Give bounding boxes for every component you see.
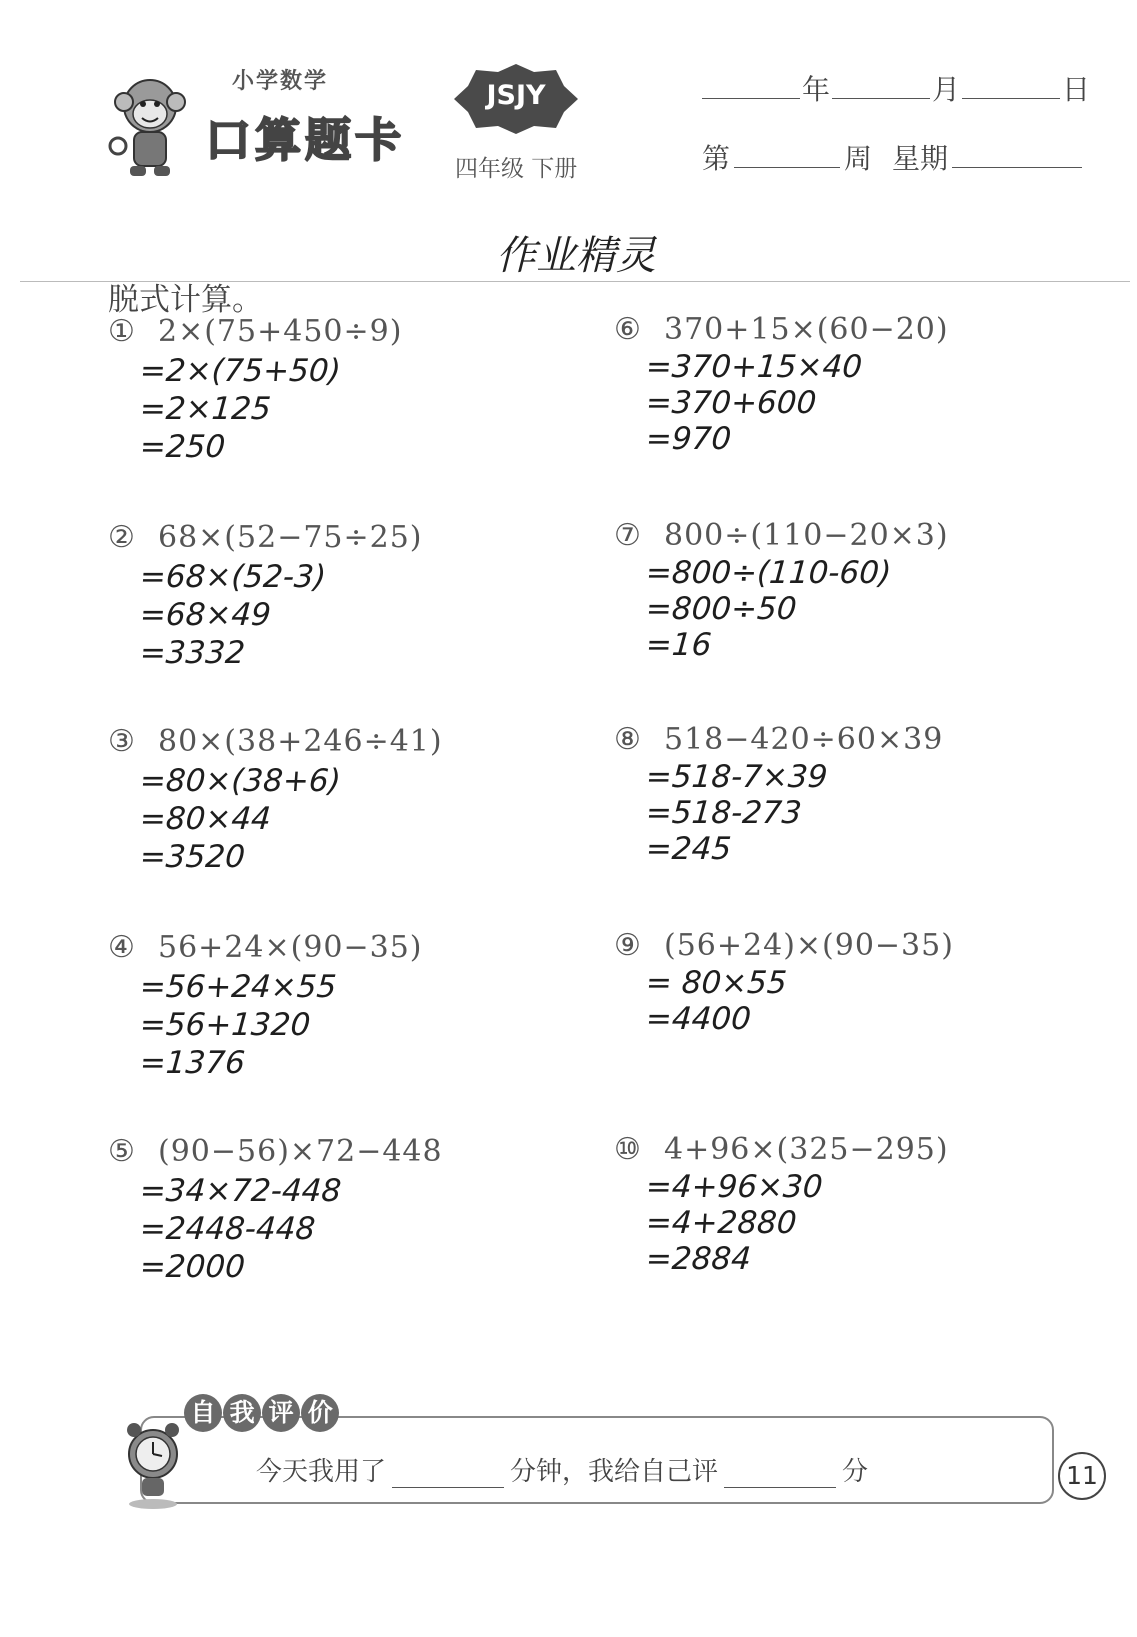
step-2: =800÷50 [644,591,798,627]
problem-number: ⑦ [614,518,642,553]
step-3: =3520 [138,839,247,875]
weekday-label: 星期 [892,142,949,175]
step-1: =4+96×30 [644,1169,824,1205]
problem-number: ① [108,314,136,349]
year-blank[interactable] [702,68,800,99]
month-label: 月 [932,73,961,106]
step-1: =34×72-448 [138,1173,343,1209]
problem-question [108,1134,568,1169]
problem-6 [614,312,1074,457]
problem-10 [614,1132,1074,1277]
self-eval-char: 价 [301,1394,339,1432]
problem-question [614,928,1074,963]
step-2: =518-273 [644,795,803,831]
problem-question [108,930,568,965]
problem-number: ⑨ [614,928,642,963]
question-text: 56+24×(90−35) [158,930,423,965]
problem-3 [108,724,568,875]
step-3: =970 [644,421,733,457]
problem-8 [614,722,1074,867]
step-3: =245 [644,831,733,867]
self-eval-char: 自 [184,1394,222,1432]
problem-question [614,1132,1074,1167]
step-3: =2000 [138,1249,247,1285]
book-title: 口算题卡 [205,113,405,167]
alarm-clock-mascot-icon [120,1418,186,1510]
week-label: 周 [844,142,873,175]
question-text: 4+96×(325−295) [664,1132,949,1167]
question-text: 68×(52−75÷25) [158,520,423,555]
problem-number: ③ [108,724,136,759]
self-eval-heading [184,1394,335,1432]
day-label: 日 [1062,73,1091,106]
week-prefix-label: 第 [702,142,731,175]
problem-question [108,724,568,759]
step-2: =80×44 [138,801,273,837]
problem-9 [614,928,1074,1037]
publisher-badge-text: JSJY [486,80,546,111]
self-eval-char: 我 [223,1394,261,1432]
problem-number: ⑥ [614,312,642,347]
time-used-label: 今天我用了 [256,1457,387,1487]
series-subtitle: 小学数学 [232,69,329,94]
day-blank[interactable] [962,68,1060,99]
step-1: =80×(38+6) [138,763,342,799]
step-2: =68×49 [138,597,273,633]
question-text: 370+15×(60−20) [664,312,949,347]
monkey-mascot-icon [108,72,192,182]
step-1: =518-7×39 [644,759,829,795]
step-2: =2×125 [138,391,273,427]
step-3: =250 [138,429,227,465]
problem-number: ④ [108,930,136,965]
step-3: =16 [644,627,713,663]
problem-2 [108,520,568,671]
problem-question [614,722,1074,757]
step-3: =3332 [138,635,247,671]
self-eval-char: 评 [262,1394,300,1432]
question-text: 2×(75+450÷9) [158,314,403,349]
date-fields [702,68,1092,108]
step-2: =4+2880 [644,1205,798,1241]
step-3: =1376 [138,1045,247,1081]
problem-number: ② [108,520,136,555]
minutes-blank[interactable] [392,1463,504,1488]
year-label: 年 [802,73,831,106]
question-text: (56+24)×(90−35) [664,928,954,963]
week-fields [702,137,1092,177]
score-label: 分钟，我给自己评 [510,1457,719,1487]
step-1: =56+24×55 [138,969,338,1005]
problem-number: ⑤ [108,1134,136,1169]
step-2: =4400 [644,1001,753,1037]
step-1: =370+15×40 [644,349,864,385]
step-2: =2448-448 [138,1211,317,1247]
step-2: =56+1320 [138,1007,312,1043]
problem-number: ⑧ [614,722,642,757]
step-2: =370+600 [644,385,818,421]
month-blank[interactable] [832,68,930,99]
problem-1 [108,314,568,465]
step-1: =800÷(110-60) [644,555,893,591]
problem-number: ⑩ [614,1132,642,1167]
question-text: 800÷(110−20×3) [664,518,949,553]
problem-7 [614,518,1074,663]
step-3: =2884 [644,1241,753,1277]
score-blank[interactable] [724,1463,836,1488]
instruction-text: 脱式计算。 [108,282,263,318]
problem-question [108,314,568,349]
self-eval-sentence [256,1451,868,1488]
question-text: 80×(38+246÷41) [158,724,443,759]
step-1: =2×(75+50) [138,353,342,389]
points-label: 分 [842,1457,869,1487]
problem-question [614,312,1074,347]
week-blank[interactable] [734,137,840,168]
question-text: (90−56)×72−448 [158,1134,443,1169]
question-text: 518−420÷60×39 [664,722,944,757]
problem-5 [108,1134,568,1285]
step-1: = 80×55 [644,965,788,1001]
problem-question [108,520,568,555]
weekday-blank[interactable] [952,137,1082,168]
grade-label: 四年级 下册 [455,156,578,182]
homework-stamp: 作业精灵 [496,233,656,279]
page-number: 11 [1058,1452,1106,1500]
problem-question [614,518,1074,553]
problem-4 [108,930,568,1081]
step-1: =68×(52-3) [138,559,328,595]
